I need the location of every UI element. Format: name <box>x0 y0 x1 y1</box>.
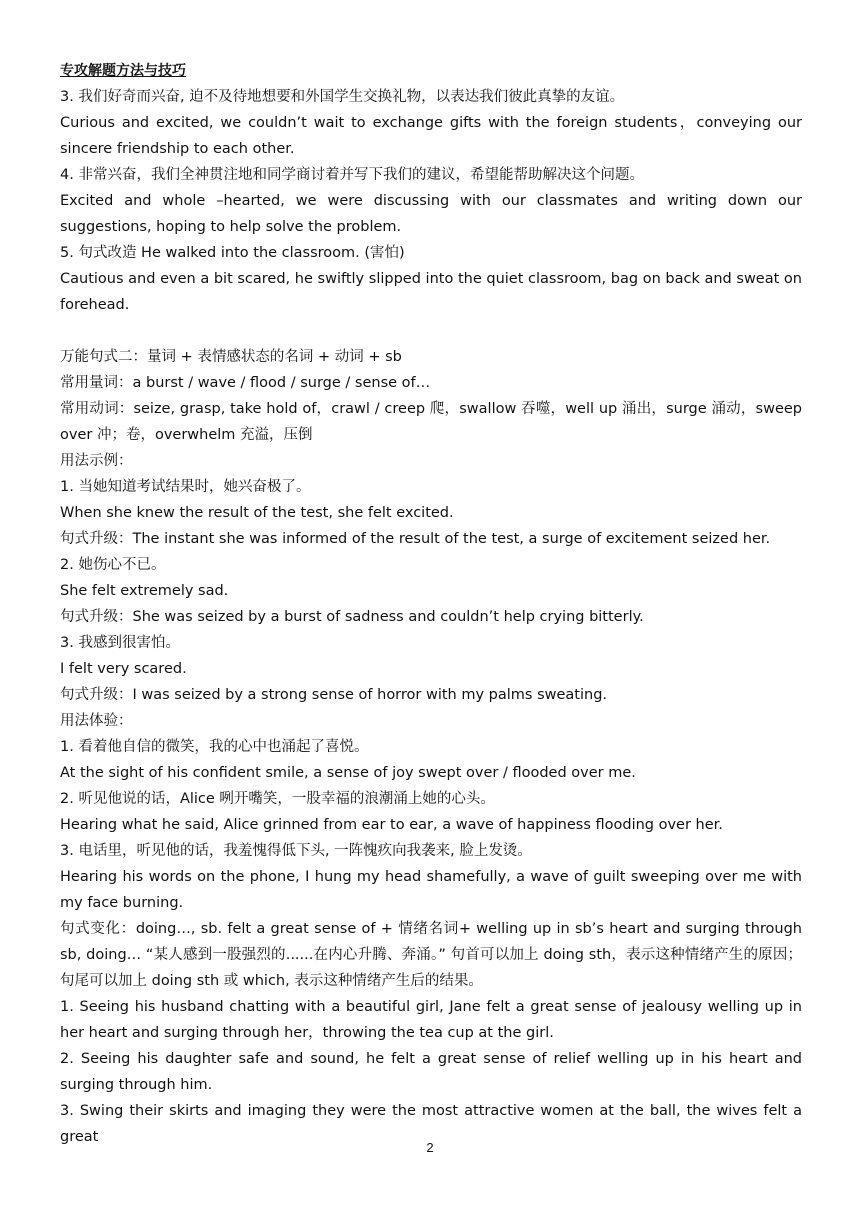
page-number: 2 <box>426 1140 434 1155</box>
example-chinese-4: 4. 非常兴奋，我们全神贯注地和同学商讨着并写下我们的建议，希望能帮助解决这个问题。 <box>60 167 644 183</box>
common-quantifiers: 常用量词：a burst / wave / flood / surge / sense of… <box>60 375 431 391</box>
usage-example-2-english: She felt extremely sad. <box>60 583 229 599</box>
section-adjective-sentences <box>60 84 802 318</box>
usage-example-1-english: When she knew the result of the test, she felt excited. <box>60 505 454 521</box>
usage-example-3-english: I felt very scared. <box>60 661 187 677</box>
pattern-variation: 句式变化：doing…, sb. felt a great sense of + 情绪名词+ welling up in sb’s heart and surging through sb, doing… “某人感到一股强烈的......在内心升腾、奔涌。” 句首可以加上 doing sth，表示这种情绪产生的原因；句尾可以加上 doing sth 或 which, 表示这种情绪产生后的结果。 <box>60 921 802 989</box>
example-english-4: Excited and whole –hearted, we were discussing with our classmates and writing down our suggestions, hoping to help solve the problem. <box>60 193 802 235</box>
practice-3-chinese: 3. 电话里，听见他的话，我羞愧得低下头, 一阵愧疚向我袭来, 脸上发烫。 <box>60 843 532 859</box>
example-english-3: Curious and excited, we couldn’t wait to exchange gifts with the foreign students，conveying our sincere friendship to each other. <box>60 115 802 157</box>
usage-example-1-chinese: 1. 当她知道考试结果时，她兴奋极了。 <box>60 479 311 495</box>
practice-label: 用法体验： <box>60 713 133 729</box>
usage-example-3-chinese: 3. 我感到很害怕。 <box>60 635 180 651</box>
common-verbs: 常用动词：seize, grasp, take hold of，crawl / creep 爬，swallow 吞噬，well up 涌出，surge 涌动，sweep over 冲；卷，overwhelm 充溢，压倒 <box>60 401 802 443</box>
example-english-5: Cautious and even a bit scared, he swiftly slipped into the quiet classroom, bag on back and sweat on forehead. <box>60 271 802 313</box>
usage-example-1-upgrade: 句式升级：The instant she was informed of the result of the test, a surge of excitement seized her. <box>60 531 771 547</box>
document-page <box>60 58 802 1150</box>
usage-examples-label: 用法示例： <box>60 453 133 469</box>
practice-2-english: Hearing what he said, Alice grinned from ear to ear, a wave of happiness flooding over her. <box>60 817 723 833</box>
section-universal-pattern-two <box>60 344 802 1150</box>
example-prompt-5: 5. 句式改造 He walked into the classroom. (害怕) <box>60 245 405 261</box>
practice-1-english: At the sight of his confident smile, a sense of joy swept over / flooded over me. <box>60 765 636 781</box>
example-chinese-3: 3. 我们好奇而兴奋, 迫不及待地想要和外国学生交换礼物，以表达我们彼此真挚的友谊。 <box>60 89 625 105</box>
pattern-title: 万能句式二：量词 + 表情感状态的名词 + 动词 + sb <box>60 349 402 365</box>
variation-example-2: 2. Seeing his daughter safe and sound, he felt a great sense of relief welling up in his heart and surging through him. <box>60 1051 802 1093</box>
practice-1-chinese: 1. 看着他自信的微笑，我的心中也涌起了喜悦。 <box>60 739 369 755</box>
usage-example-2-upgrade: 句式升级：She was seized by a burst of sadness and couldn’t help crying bitterly. <box>60 609 644 625</box>
practice-2-chinese: 2. 听见他说的话，Alice 咧开嘴笑，一股幸福的浪潮涌上她的心头。 <box>60 791 495 807</box>
paragraph-gap <box>60 318 802 344</box>
variation-example-3: 3. Swing their skirts and imaging they were the most attractive women at the ball, the wives felt a great <box>60 1103 802 1145</box>
practice-3-english: Hearing his words on the phone, I hung my head shamefully, a wave of guilt sweeping over me with my face burning. <box>60 869 802 911</box>
variation-example-1: 1. Seeing his husband chatting with a beautiful girl, Jane felt a great sense of jealousy welling up in her heart and surging through her，throwing the tea cup at the girl. <box>60 999 802 1041</box>
usage-example-3-upgrade: 句式升级：I was seized by a strong sense of horror with my palms sweating. <box>60 687 608 703</box>
section-heading: 专攻解题方法与技巧 <box>60 63 186 79</box>
usage-example-2-chinese: 2. 她伤心不已。 <box>60 557 166 573</box>
